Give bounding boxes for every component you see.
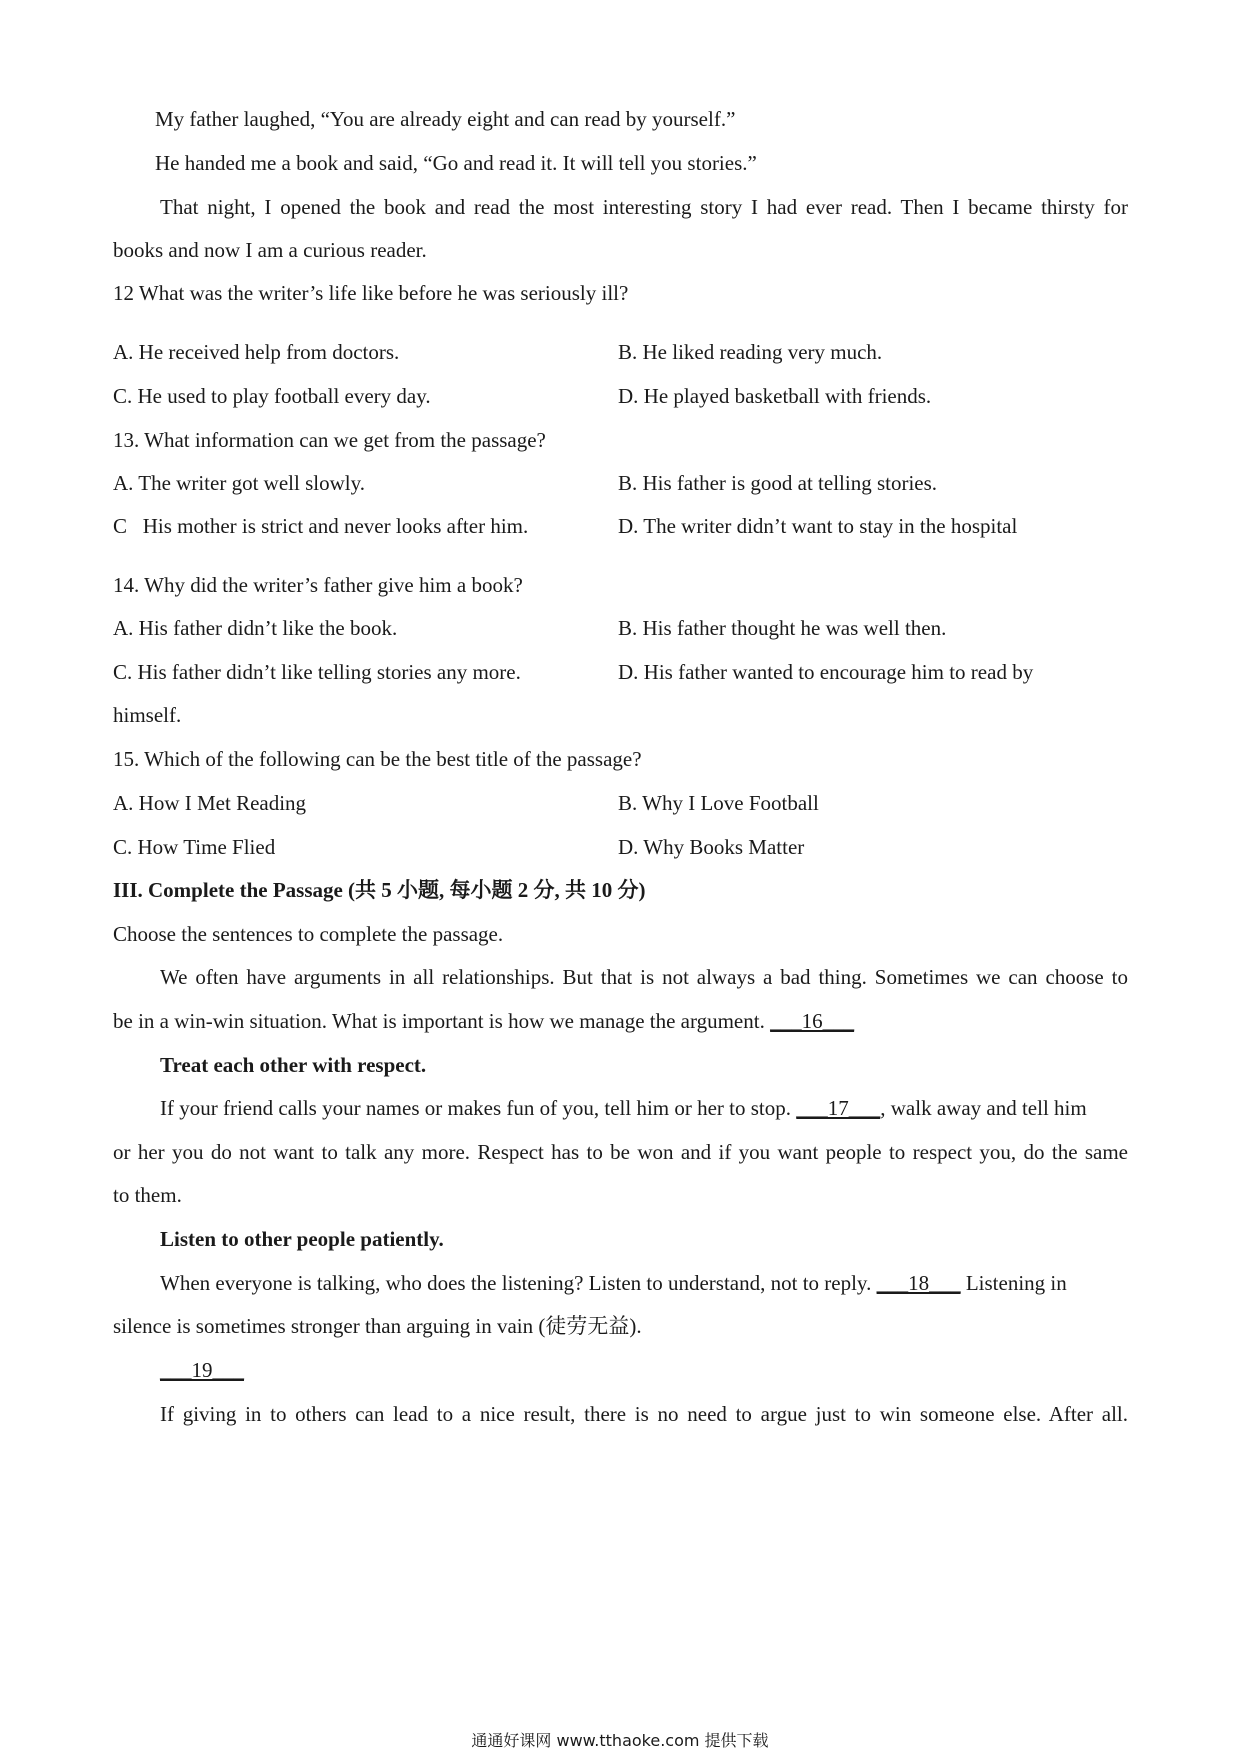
page-footer: 通通好课网 www.tthaoke.com 提供下载 [471, 1731, 769, 1750]
paragraph-line [113, 1008, 854, 1034]
option-c: C. His father didn’t like telling stories any more. [113, 660, 521, 684]
text: If your friend calls your names or makes fun of you, tell him or her to stop. [160, 1096, 797, 1120]
blank-17: ___17___ [796, 1096, 881, 1120]
subheading-respect: Treat each other with respect. [160, 1053, 427, 1077]
paragraph-line: My father laughed, “You are already eight and can read by yourself.” [155, 107, 736, 131]
blank-16: ___16___ [770, 1009, 855, 1033]
option-c: C. He used to play football every day. [113, 384, 431, 408]
text: be in a win-win situation. What is important is how we manage the argument. [113, 1009, 771, 1033]
option-d: D. Why Books Matter [618, 835, 805, 859]
question-stem: 14. Why did the writer’s father give him a book? [113, 573, 523, 597]
option-a: A. He received help from doctors. [113, 340, 400, 364]
text: , walk away and tell him [880, 1096, 1087, 1120]
option-b: B. His father is good at telling stories. [618, 471, 938, 495]
section-heading: III. Complete the Passage (共 5 小题, 每小题 2 分, 共 10 分) [113, 878, 646, 902]
option-c: C His mother is strict and never looks after him. [113, 514, 529, 538]
paragraph-line: If giving in to others can lead to a nice result, there is no need to argue just to win someone else. After all. [160, 1402, 1128, 1426]
paragraph-line: That night, I opened the book and read the most interesting story I had ever read. Then I became thirsty for [160, 195, 1128, 219]
option-a: A. His father didn’t like the book. [113, 616, 398, 640]
paragraph-line [160, 1095, 1087, 1121]
option-a: A. How I Met Reading [113, 791, 307, 815]
text: Listening in [960, 1271, 1067, 1295]
paragraph-line: He handed me a book and said, “Go and read it. It will tell you stories.” [155, 151, 757, 175]
option-d: D. He played basketball with friends. [618, 384, 932, 408]
option-d-continued: himself. [113, 703, 182, 727]
option-b: B. His father thought he was well then. [618, 616, 947, 640]
option-b: B. He liked reading very much. [618, 340, 883, 364]
paragraph-line [160, 1270, 1067, 1296]
option-d: D. The writer didn’t want to stay in the hospital [618, 514, 1018, 538]
paragraph-line: books and now I am a curious reader. [113, 238, 427, 262]
blank-19: ___19___ [160, 1358, 244, 1382]
text: When everyone is talking, who does the listening? Listen to understand, not to reply. [160, 1271, 877, 1295]
blank-18: ___18___ [876, 1271, 961, 1295]
paragraph-line: or her you do not want to talk any more. Respect has to be won and if you want people to respect you, do the same [113, 1140, 1128, 1164]
paragraph-line: to them. [113, 1183, 182, 1207]
paragraph-line: We often have arguments in all relationships. But that is not always a bad thing. Sometimes we can choose to [160, 965, 1128, 989]
question-stem: 13. What information can we get from the passage? [113, 428, 546, 452]
paragraph-line: silence is sometimes stronger than arguing in vain (徒劳无益). [113, 1314, 642, 1338]
question-stem: 15. Which of the following can be the best title of the passage? [113, 747, 642, 771]
subheading-listen: Listen to other people patiently. [160, 1227, 444, 1251]
section-instruction: Choose the sentences to complete the passage. [113, 922, 504, 946]
question-stem: 12 What was the writer’s life like before he was seriously ill? [113, 281, 629, 305]
option-b: B. Why I Love Football [618, 791, 819, 815]
option-a: A. The writer got well slowly. [113, 471, 365, 495]
option-c: C. How Time Flied [113, 835, 276, 859]
option-d: D. His father wanted to encourage him to read by [618, 660, 1034, 684]
